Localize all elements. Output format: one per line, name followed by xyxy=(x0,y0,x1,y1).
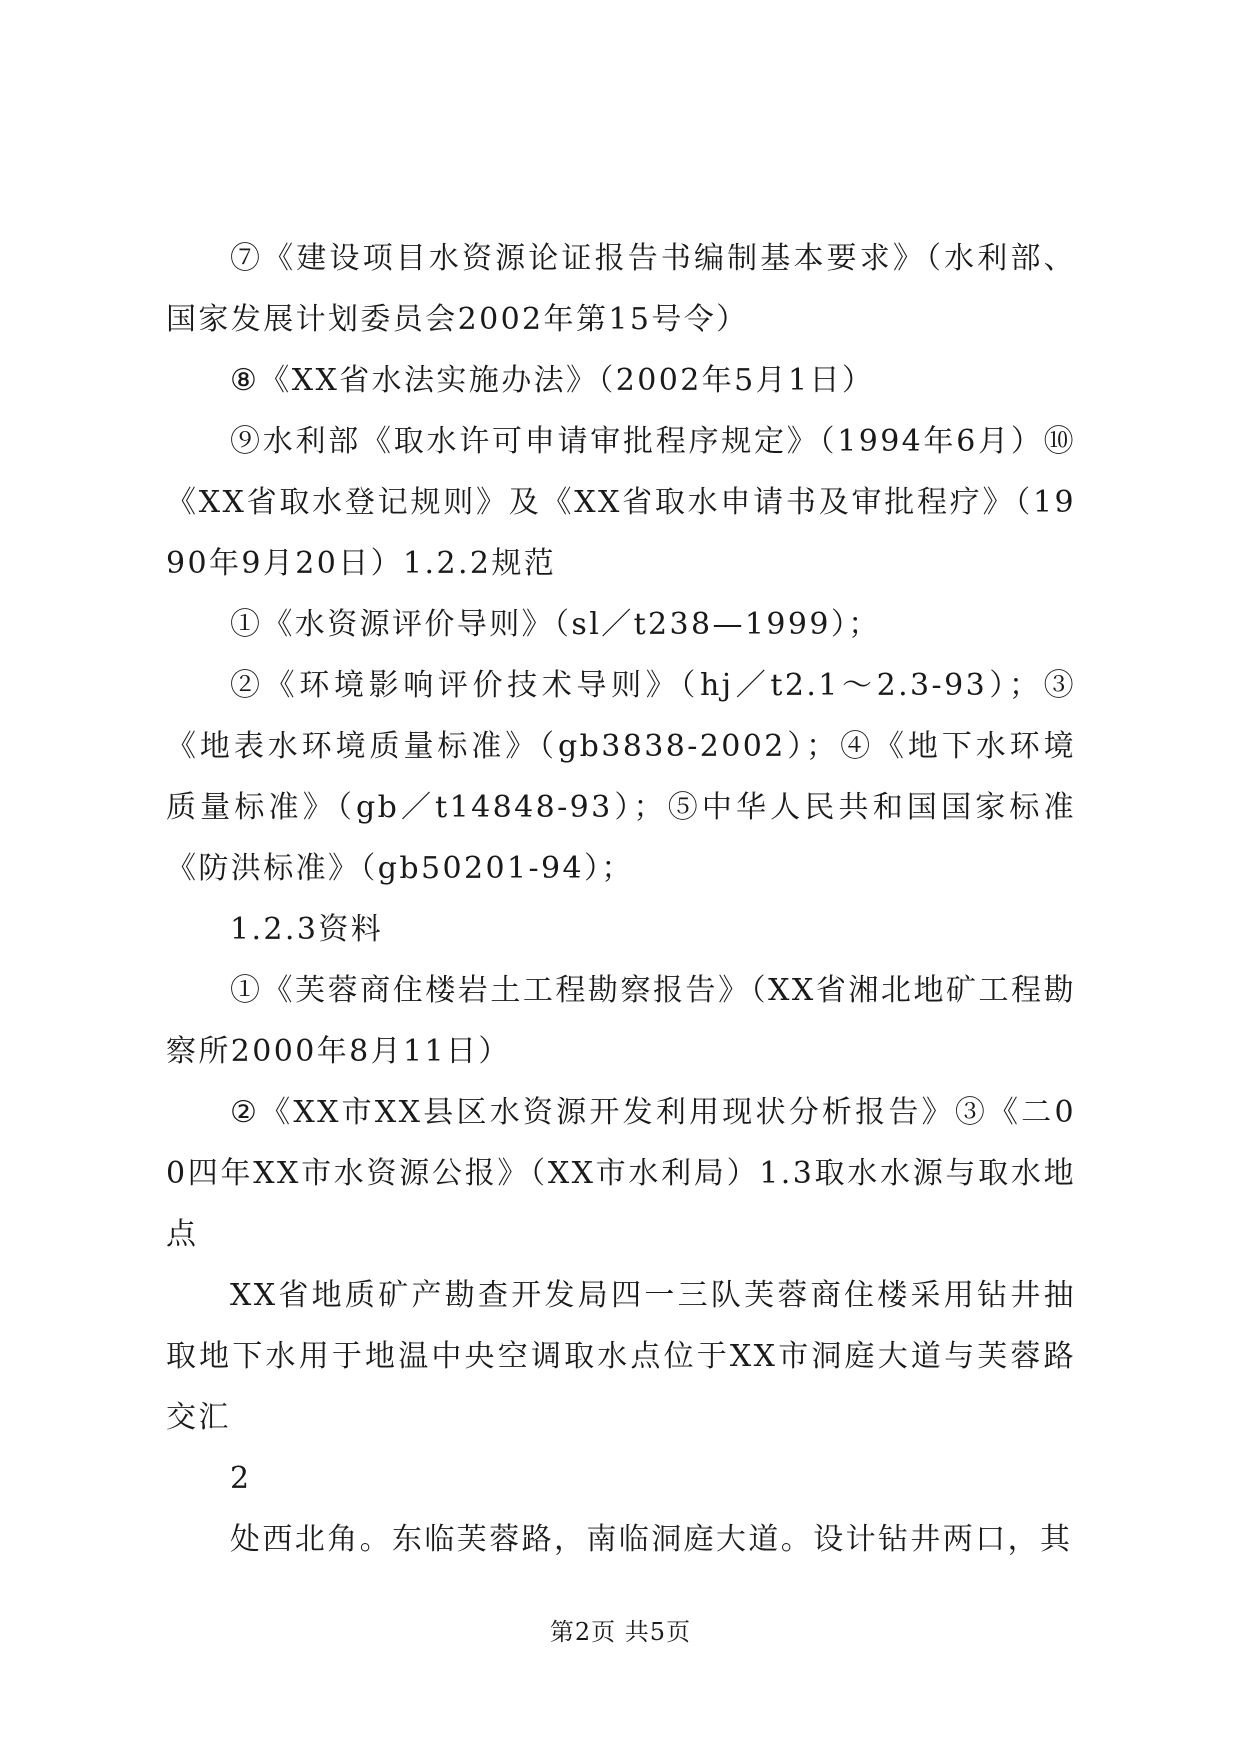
paragraph-water-source: XX省地质矿产勘查开发局四一三队芙蓉商住楼采用钻井抽取地下水用于地温中央空调取水点位于XX市洞庭大道与芙蓉路交汇 xyxy=(166,1278,1076,1435)
paragraph-reference-7: ⑦《建设项目水资源论证报告书编制基本要求》（水利部、国家发展计划委员会2002年第15号令） xyxy=(166,241,1076,337)
paragraph-location: 处西北角。东临芙蓉路，南临洞庭大道。设计钻井两口，其 xyxy=(230,1522,1073,1557)
paragraph-standard-1: ①《水资源评价导则》（sl／t238—1999）； xyxy=(230,607,881,642)
paragraph-material-2-3: ②《XX市XX县区水资源开发利用现状分析报告》③《二00四年XX市水资源公报》（XX市水利局）1.3取水水源与取水地点 xyxy=(166,1095,1076,1252)
paragraph-material-1: ①《芙蓉商住楼岩土工程勘察报告》（XX省湘北地矿工程勘察所2000年8月11日） xyxy=(166,973,1076,1069)
document-body xyxy=(166,228,1076,1570)
paragraph-reference-9-10: ⑨水利部《取水许可申请审批程序规定》（1994年6月）⑩《XX省取水登记规则》及《XX省取水申请书及审批程疗》（1990年9月20日）1.2.2规范 xyxy=(166,424,1076,581)
paragraph-standard-2-5: ②《环境影响评价技术导则》（hj／t2.1～2.3-93）；③《地表水环境质量标准》（gb3838-2002）；④《地下水环境质量标准》（gb／t14848-93）；⑤中华人民共和国国家标准《防洪标准》（gb50201-94）； xyxy=(166,668,1076,886)
paragraph-reference-8: ⑧《XX省水法实施办法》（2002年5月1日） xyxy=(230,363,875,398)
page-footer: 第2页 共5页 xyxy=(549,1618,692,1646)
section-heading-1-2-3: 1.2.3资料 xyxy=(230,912,384,947)
inline-page-number: 2 xyxy=(230,1461,250,1496)
